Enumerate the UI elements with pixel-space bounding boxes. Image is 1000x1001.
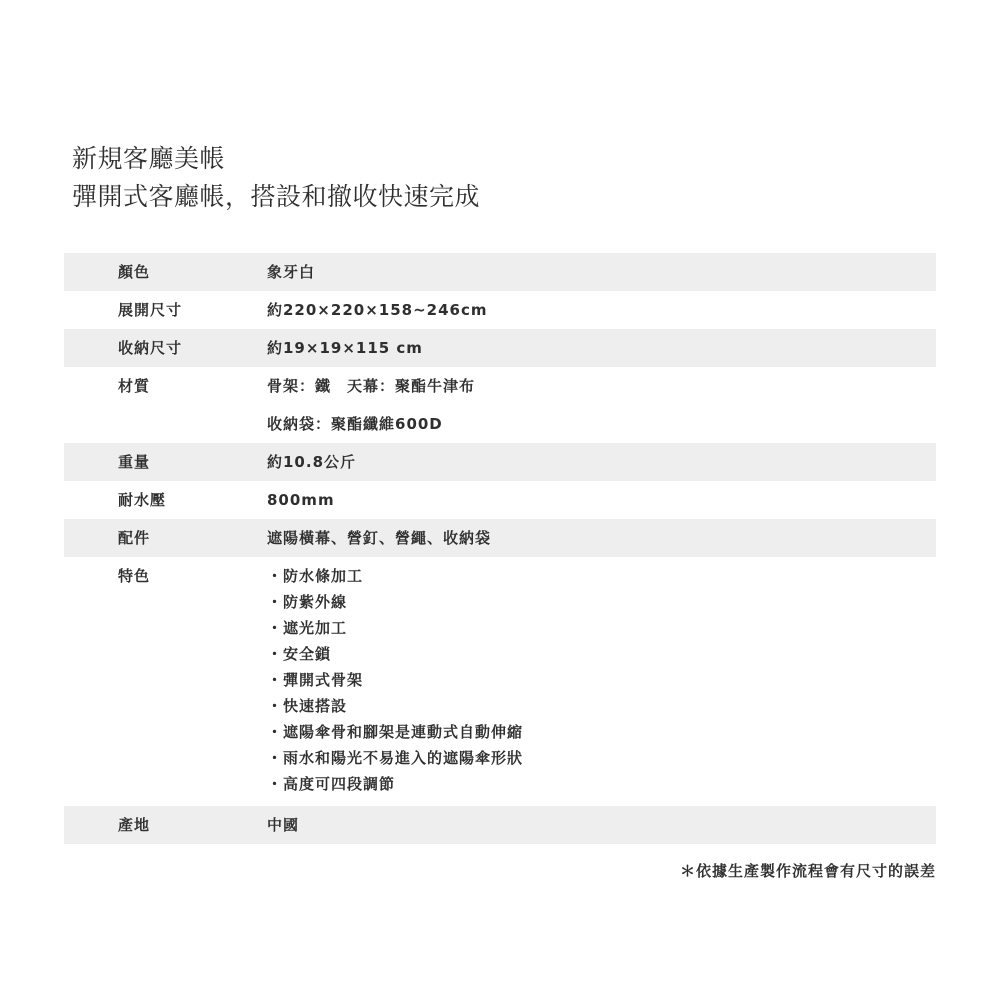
feature-item: ・雨水和陽光不易進入的遮陽傘形狀 [267,749,524,767]
spec-label: 特色 [118,567,151,585]
spec-value-cell [267,443,936,481]
heading-subtitle: 彈開式客廳帳，搭設和撤收快速完成 [72,182,481,211]
feature-item: ・防紫外線 [267,593,348,611]
spec-row [64,806,936,844]
spec-label-cell [64,557,267,806]
spec-value: 遮陽橫幕、營釘、營繩、收納袋 [267,529,492,547]
spec-row [64,481,936,519]
feature-item: ・彈開式骨架 [267,671,364,689]
spec-label: 產地 [118,816,151,834]
spec-value: 約19×19×115 cm [267,339,423,357]
spec-value: 骨架：鐵 天幕：聚酯牛津布 [267,377,476,395]
spec-label: 展開尺寸 [118,301,183,319]
spec-table [64,253,936,844]
spec-value-cell [267,481,936,519]
spec-label: 收納尺寸 [118,339,183,357]
spec-value: 800mm [267,491,335,509]
spec-value-cell [267,253,936,291]
spec-label-cell [64,253,267,291]
spec-value: 約10.8公斤 [267,453,357,471]
spec-label-cell [64,519,267,557]
spec-value-cell [267,291,936,329]
spec-label-cell [64,367,267,443]
spec-row [64,329,936,367]
spec-label: 顏色 [118,263,151,281]
tolerance-note: ＊依據生產製作流程會有尺寸的誤差 [679,862,936,880]
spec-value-cell [267,806,936,844]
feature-item: ・高度可四段調節 [267,775,396,793]
spec-label: 重量 [118,453,151,471]
feature-item: ・快速搭設 [267,697,348,715]
spec-value-cell [267,557,936,806]
spec-label-cell [64,443,267,481]
page-heading [72,140,480,216]
spec-value-cell [267,367,936,443]
spec-value-cell [267,519,936,557]
spec-value: 象牙白 [267,263,316,281]
feature-item: ・遮陽傘骨和腳架是連動式自動伸縮 [267,723,524,741]
spec-label-cell [64,806,267,844]
feature-item: ・防水條加工 [267,567,364,585]
heading-title: 新規客廳美帳 [72,144,226,173]
spec-row [64,519,936,557]
spec-row [64,291,936,329]
spec-label: 配件 [118,529,151,547]
spec-label: 耐水壓 [118,491,167,509]
spec-row [64,367,936,443]
spec-row [64,253,936,291]
spec-label-cell [64,291,267,329]
spec-row [64,443,936,481]
spec-value: 約220×220×158~246cm [267,301,488,319]
feature-item: ・遮光加工 [267,619,348,637]
spec-label: 材質 [118,377,151,395]
spec-value-cell [267,329,936,367]
spec-value: 收納袋：聚酯纖維600D [267,415,443,433]
spec-label-cell [64,329,267,367]
spec-value: 中國 [267,816,300,834]
spec-row [64,557,936,806]
feature-item: ・安全鎖 [267,645,332,663]
spec-label-cell [64,481,267,519]
